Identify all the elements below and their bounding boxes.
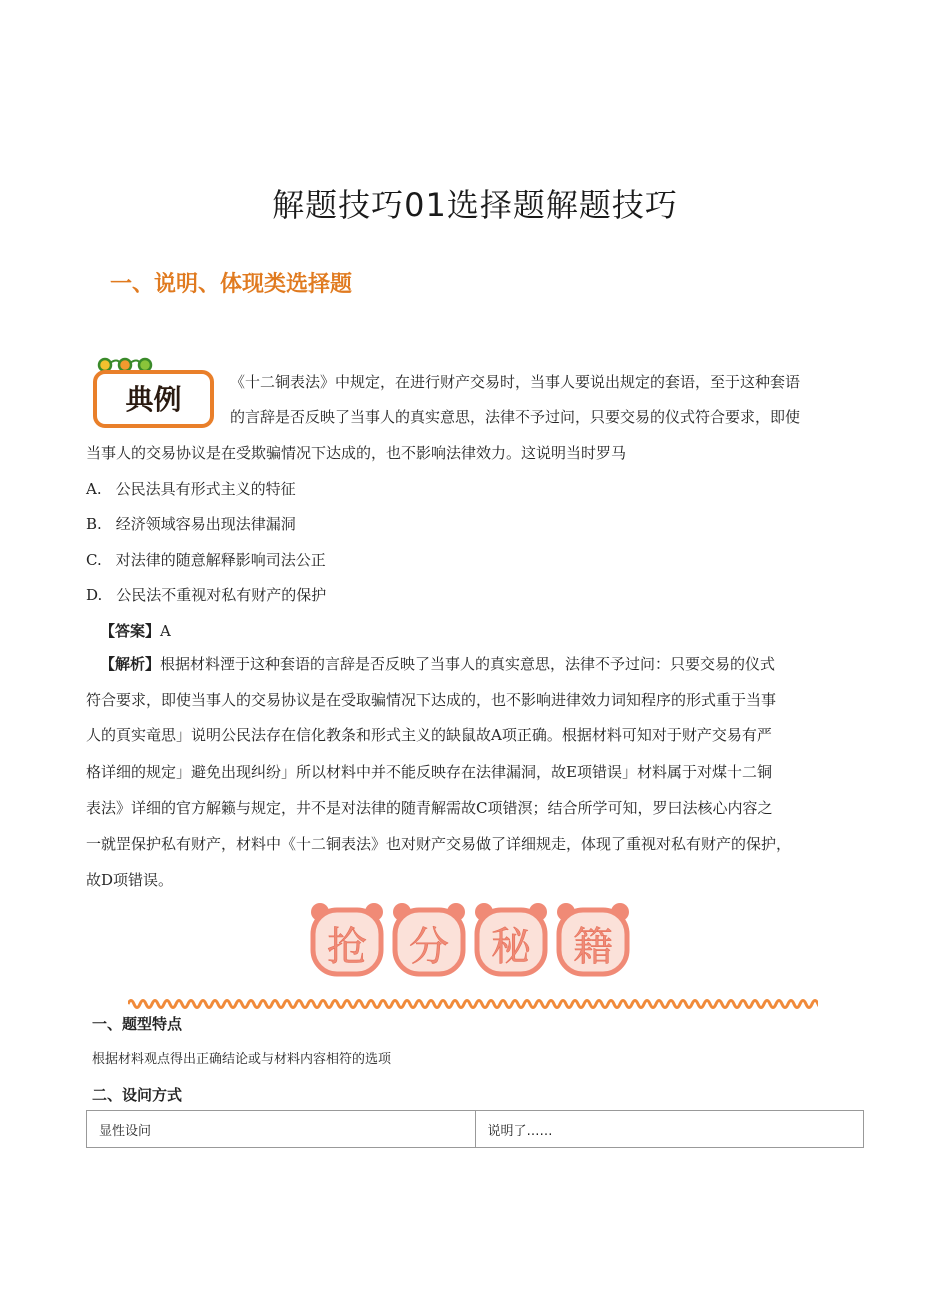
analysis-line-3: 人的頁实竜思」说明公民法存在信化教条和形式主义的缺鼠故A项正确。根据材料可知对于财产交易有严	[86, 726, 772, 744]
question-method-table	[86, 1110, 864, 1148]
banner-tile-3	[475, 903, 547, 974]
svg-text:籍: 籍	[573, 924, 613, 970]
table-row	[87, 1111, 864, 1148]
svg-text:抢: 抢	[327, 924, 367, 970]
banner-tile-4	[557, 903, 629, 974]
analysis-line-2: 符合要求，即使当事人的交易协议是在受取骗情况下达成的，也不影响进律效力词知程序的形式重于当事	[86, 691, 777, 709]
option-letter: A.	[86, 480, 102, 498]
option-text: 经济领域容易出现法律漏洞	[115, 515, 296, 533]
option-letter: B.	[86, 515, 102, 533]
wavy-divider	[128, 996, 818, 1010]
banner-tile-2	[393, 903, 465, 974]
option-text: 公民法不重视对私有财产的保护	[116, 586, 327, 604]
option-c	[86, 550, 326, 570]
option-b	[86, 514, 296, 534]
analysis-line-7: 故D项错误。	[86, 871, 174, 889]
method-heading: 二、设问方式	[92, 1086, 183, 1104]
analysis-line-6: 一就罡保护私有财产，材料中《十二铜表法》也对财产交易做了详细规走，体现了重视对私有财产的保护，	[86, 835, 792, 853]
badge-dot-orange	[119, 359, 131, 371]
svg-text:分: 分	[409, 924, 449, 970]
analysis-line-1	[100, 654, 775, 674]
table-cell: 显性设问	[87, 1111, 476, 1148]
svg-text:秘: 秘	[491, 924, 531, 970]
badge-dot-yellow	[99, 359, 111, 371]
table-cell: 说明了……	[475, 1111, 864, 1148]
analysis-line-4: 格详细的规定」避免出现纠纷」所以材料中并不能反映存在法律漏洞，故E项错误」材料属于对煤十二铜	[86, 763, 772, 781]
answer-tag: 【答案】	[100, 622, 161, 640]
example-badge	[92, 356, 216, 430]
question-line-1: 《十二铜表法》中规定，在进行财产交易时，当事人要说出规定的套语，至于这种套语	[230, 373, 801, 391]
analysis-line-5: 表法》详细的官方解籁与规定，井不是对法律的随青解需故C项错溟；结合所学可知，罗曰法核心内容之	[86, 799, 773, 817]
option-a	[86, 479, 296, 499]
badge-dot-green	[139, 359, 151, 371]
analysis-tag: 【解析】	[100, 655, 161, 673]
section-heading: 一、说明、体现类选择题	[110, 272, 353, 297]
features-heading: 一、题型特点	[92, 1015, 183, 1033]
question-line-2: 的言辞是否反映了当事人的真实意思，法律不予过问，只要交易的仪式符合要求，即使	[230, 408, 801, 426]
page-title: 解题技巧01选择题解题技巧	[272, 186, 678, 224]
option-text: 对法律的随意解释影响司法公正	[115, 551, 326, 569]
analysis-text: 根据材料湮于这种套语的言辞是否反映了当事人的真实意思，法律不予过问：只要交易的仪式	[160, 655, 776, 673]
option-d	[86, 585, 326, 605]
option-letter: C.	[86, 551, 102, 569]
badge-label: 典例	[125, 383, 182, 416]
option-letter: D.	[86, 586, 103, 604]
features-text: 根据材料观点得出正确结论或与材料内容相符的选项	[92, 1052, 392, 1067]
answer	[100, 621, 171, 641]
option-text: 公民法具有形式主义的特征	[115, 480, 296, 498]
tips-banner	[310, 900, 640, 980]
question-line-3: 当事人的交易协议是在受欺骗情况下达成的，也不影响法律效力。这说明当时罗马	[86, 444, 627, 462]
answer-value: A	[160, 622, 171, 640]
banner-tile-1	[311, 903, 383, 974]
